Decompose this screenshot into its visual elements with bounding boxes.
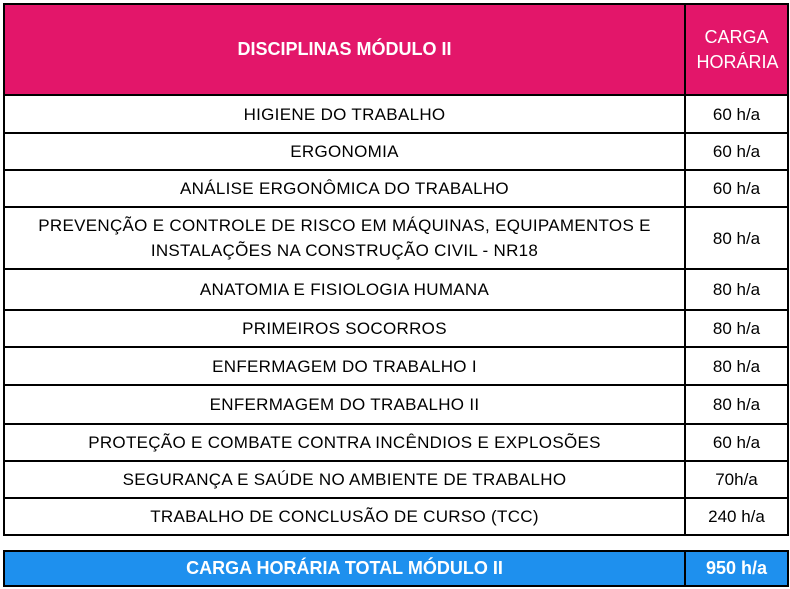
table-row xyxy=(4,347,788,385)
table-row xyxy=(4,310,788,347)
table-row xyxy=(4,498,788,535)
discipline-cell: SEGURANÇA E SAÚDE NO AMBIENTE DE TRABALHO xyxy=(4,461,685,498)
hours-header: CARGA HORÁRIA xyxy=(685,4,788,95)
table-row xyxy=(4,461,788,498)
discipline-cell: PROTEÇÃO E COMBATE CONTRA INCÊNDIOS E EXPLOSÕES xyxy=(4,424,685,461)
table-row xyxy=(4,385,788,424)
discipline-cell: ANATOMIA E FISIOLOGIA HUMANA xyxy=(4,269,685,310)
curriculum-table xyxy=(3,3,789,536)
total-table xyxy=(3,550,789,587)
table-row xyxy=(4,269,788,310)
discipline-cell: PREVENÇÃO E CONTROLE DE RISCO EM MÁQUINAS, EQUIPAMENTOS E INSTALAÇÕES NA CONSTRUÇÃO CIVIL - NR18 xyxy=(4,207,685,269)
discipline-cell: ERGONOMIA xyxy=(4,133,685,170)
table-row xyxy=(4,207,788,269)
table-header-row xyxy=(4,4,788,95)
hours-cell: 60 h/a xyxy=(685,133,788,170)
hours-cell: 80 h/a xyxy=(685,347,788,385)
discipline-cell: ENFERMAGEM DO TRABALHO I xyxy=(4,347,685,385)
hours-cell: 60 h/a xyxy=(685,95,788,133)
hours-cell: 80 h/a xyxy=(685,385,788,424)
hours-cell: 60 h/a xyxy=(685,424,788,461)
total-hours: 950 h/a xyxy=(685,551,788,586)
table-row xyxy=(4,170,788,207)
discipline-cell: PRIMEIROS SOCORROS xyxy=(4,310,685,347)
table-row xyxy=(4,424,788,461)
table-row xyxy=(4,95,788,133)
hours-cell: 240 h/a xyxy=(685,498,788,535)
hours-cell: 60 h/a xyxy=(685,170,788,207)
total-label: CARGA HORÁRIA TOTAL MÓDULO II xyxy=(4,551,685,586)
disciplines-header: DISCIPLINAS MÓDULO II xyxy=(4,4,685,95)
discipline-cell: HIGIENE DO TRABALHO xyxy=(4,95,685,133)
discipline-cell: TRABALHO DE CONCLUSÃO DE CURSO (TCC) xyxy=(4,498,685,535)
hours-cell: 70h/a xyxy=(685,461,788,498)
discipline-cell: ANÁLISE ERGONÔMICA DO TRABALHO xyxy=(4,170,685,207)
hours-cell: 80 h/a xyxy=(685,269,788,310)
hours-cell: 80 h/a xyxy=(685,207,788,269)
total-row xyxy=(4,551,788,586)
discipline-cell: ENFERMAGEM DO TRABALHO II xyxy=(4,385,685,424)
hours-cell: 80 h/a xyxy=(685,310,788,347)
table-row xyxy=(4,133,788,170)
